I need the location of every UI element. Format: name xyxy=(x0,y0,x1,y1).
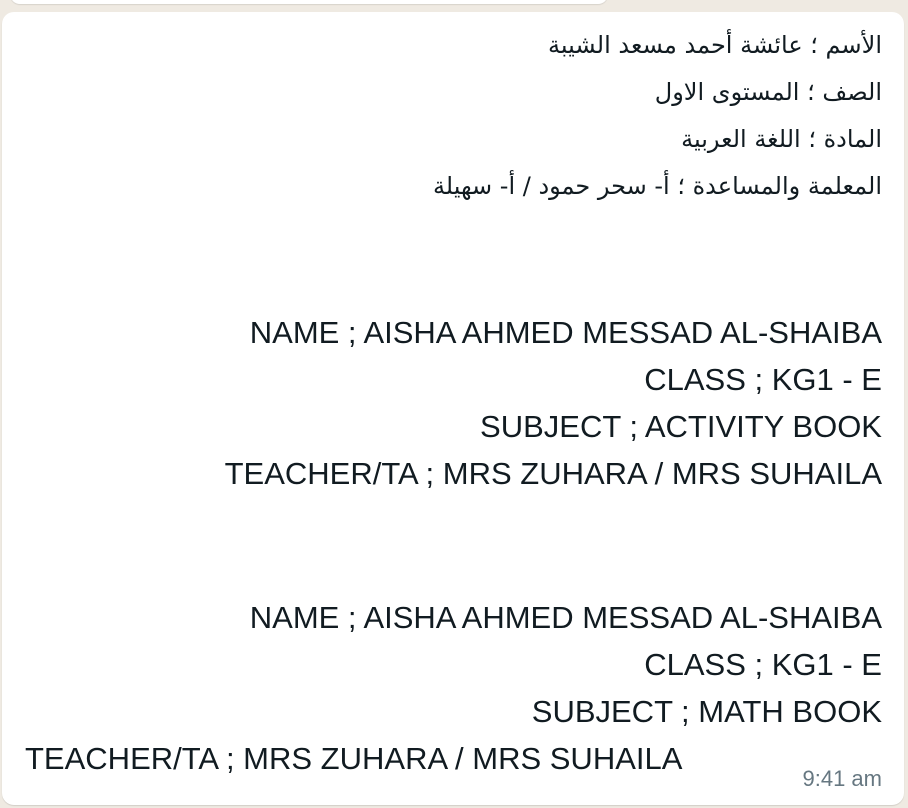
previous-message-bubble xyxy=(10,0,608,4)
chat-message-bubble[interactable] xyxy=(2,12,904,805)
arabic-name-line: الأسم ؛ عائشة أحمد مسعد الشيبة xyxy=(548,31,882,59)
arabic-class-line: الصف ؛ المستوى الاول xyxy=(654,78,882,106)
activity-class-line: CLASS ; KG1 - E xyxy=(644,362,882,397)
message-timestamp: 9:41 am xyxy=(802,766,882,791)
activity-name-line: NAME ; AISHA AHMED MESSAD AL-SHAIBA xyxy=(249,315,882,350)
math-teacher-line: TEACHER/TA ; MRS ZUHARA / MRS SUHAILA xyxy=(25,741,683,776)
math-class-line: CLASS ; KG1 - E xyxy=(644,647,882,682)
math-name-line: NAME ; AISHA AHMED MESSAD AL-SHAIBA xyxy=(249,600,882,635)
arabic-teacher-line: المعلمة والمساعدة ؛ أ- سحر حمود / أ- سهيلة xyxy=(432,172,882,200)
math-subject-line: SUBJECT ; MATH BOOK xyxy=(531,694,882,729)
arabic-subject-line: المادة ؛ اللغة العربية xyxy=(681,125,882,153)
activity-teacher-line: TEACHER/TA ; MRS ZUHARA / MRS SUHAILA xyxy=(224,456,882,491)
activity-subject-line: SUBJECT ; ACTIVITY BOOK xyxy=(480,409,882,444)
